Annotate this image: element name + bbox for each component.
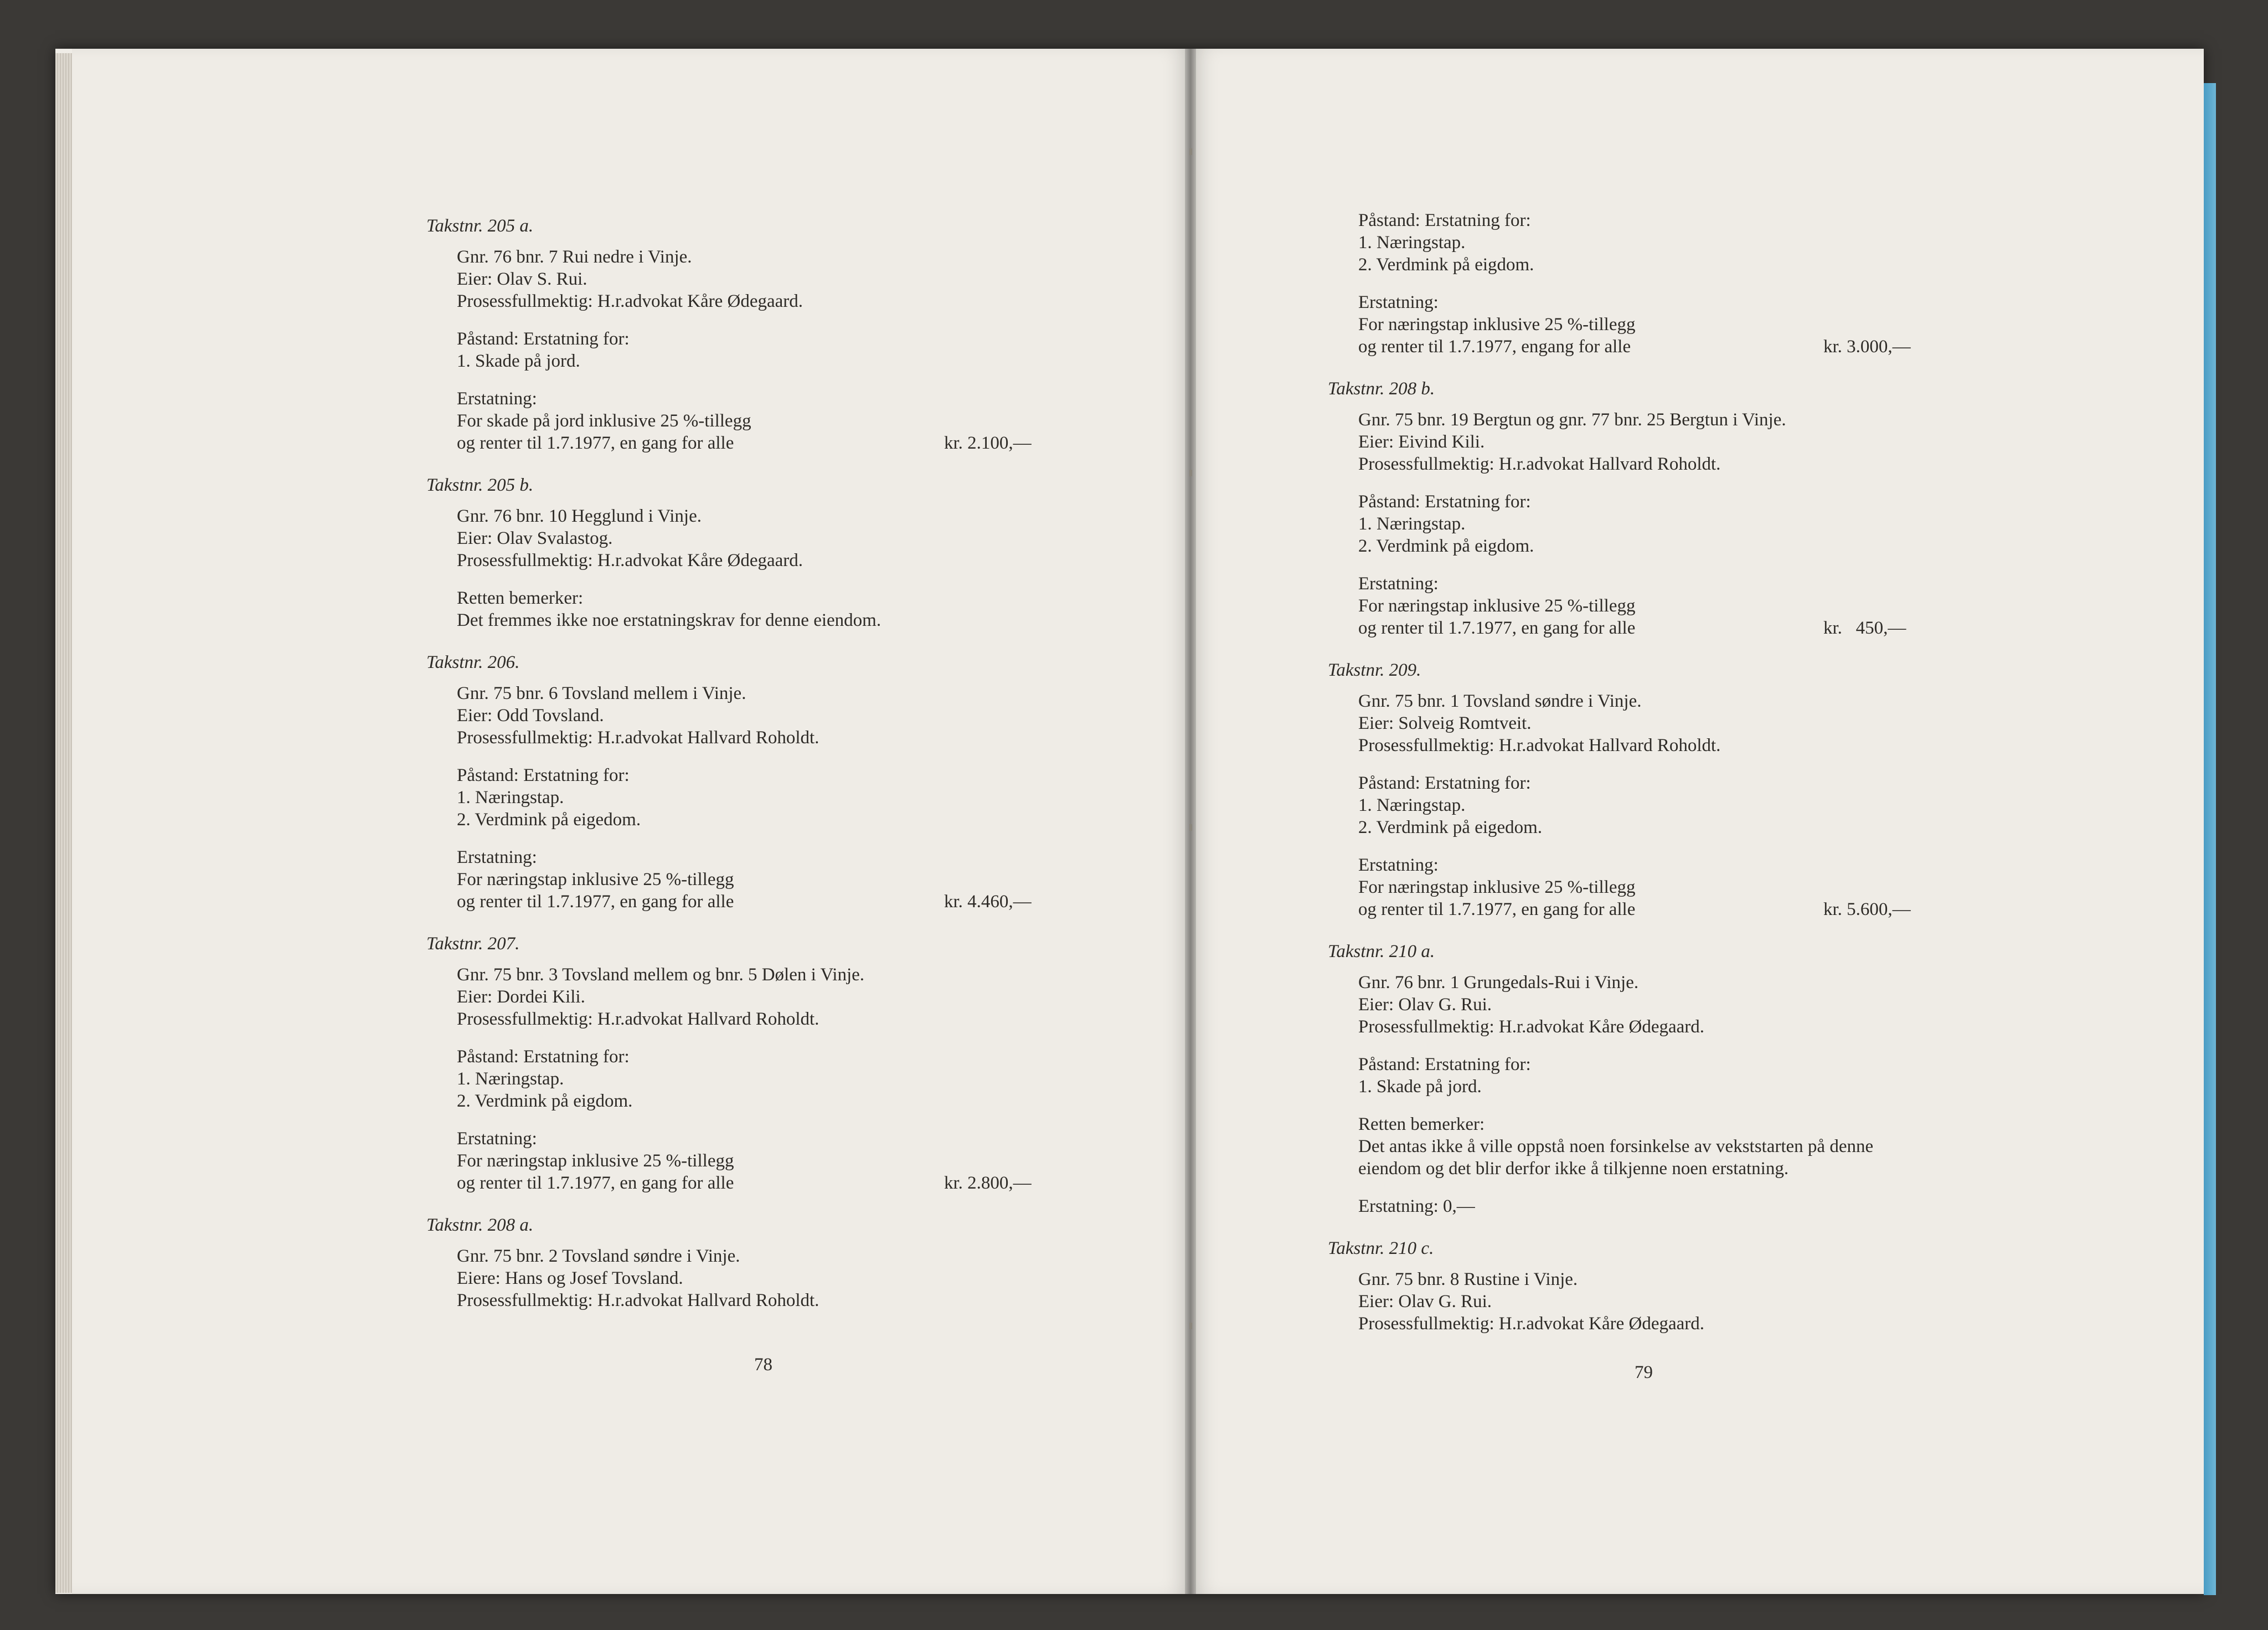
claim-item: 1. Næringstap. (1358, 795, 1466, 815)
compensation-final-line: og renter til 1.7.1977, en gang for alle (457, 892, 734, 912)
entry-heading: Takstnr. 208 b. (1328, 379, 1435, 399)
claim-item: 2. Verdmink på eigedom. (457, 810, 641, 830)
entry-heading: Takstnr. 210 c. (1328, 1238, 1434, 1258)
compensation-zero: Erstatning: 0,— (1358, 1196, 1475, 1216)
claim-item: 1. Næringstap. (457, 788, 564, 808)
entry-heading: Takstnr. 206. (426, 652, 520, 672)
property-line: Gnr. 75 bnr. 6 Tovsland mellem i Vinje. (457, 683, 746, 703)
claim-item: 1. Næringstap. (1358, 233, 1466, 253)
compensation-block (457, 846, 1202, 913)
compensation-block (1358, 1195, 2114, 1217)
blue-cover-edge (2204, 83, 2216, 1595)
left-page-content (426, 215, 1202, 1331)
property-block (457, 246, 1202, 312)
entry-heading: Takstnr. 205 a. (426, 216, 534, 236)
remark-line: Det antas ikke å ville oppstå noen forsinkelse av vekststarten på denne (1358, 1137, 1874, 1156)
compensation-amount: kr. 5.600,— (1823, 899, 1911, 919)
property-line: Gnr. 75 bnr. 8 Rustine i Vinje. (1358, 1269, 1578, 1289)
owner-line: Eier: Odd Tovsland. (457, 706, 604, 726)
entry-208a-continuation (1328, 209, 2114, 358)
binding-stitch (1189, 470, 1192, 476)
owner-line: Eier: Dordei Kili. (457, 987, 585, 1007)
compensation-block (1358, 573, 2114, 639)
owner-line: Eier: Olav S. Rui. (457, 269, 587, 289)
entry-heading: Takstnr. 210 a. (1328, 942, 1435, 961)
property-line: Gnr. 75 bnr. 19 Bergtun og gnr. 77 bnr. 25 Bergtun i Vinje. (1358, 410, 1786, 430)
claim-item: 2. Verdmink på eigdom. (1358, 536, 1534, 556)
property-block (1358, 409, 2114, 475)
property-line: Gnr. 75 bnr. 3 Tovsland mellem og bnr. 5 Dølen i Vinje. (457, 965, 865, 985)
property-block (1358, 690, 2114, 757)
claim-item: 2. Verdmink på eigedom. (1358, 817, 1543, 837)
claim-item: 1. Næringstap. (457, 1069, 564, 1089)
entry-206 (426, 651, 1202, 913)
owner-line: Eier: Olav G. Rui. (1358, 1292, 1492, 1312)
claim-block (457, 1046, 1202, 1112)
claim-line: Påstand: Erstatning for: (1358, 773, 1531, 793)
claim-item: 1. Næringstap. (1358, 514, 1466, 534)
compensation-line: For næringstap inklusive 25 %-tillegg (1358, 315, 1636, 335)
owner-line: Eier: Olav G. Rui. (1358, 995, 1492, 1015)
entry-208b (1328, 378, 2114, 639)
entry-205b (426, 474, 1202, 631)
claim-line: Påstand: Erstatning for: (1358, 210, 1531, 230)
owner-line: Eier: Olav Svalastog. (457, 528, 613, 548)
entry-heading: Takstnr. 207. (426, 934, 520, 954)
right-page-content (1328, 209, 2114, 1355)
compensation-line: For næringstap inklusive 25 %-tillegg (457, 870, 734, 889)
entry-210c (1328, 1237, 2114, 1335)
attorney-line: Prosessfullmektig: H.r.advokat Hallvard Roholdt. (1358, 454, 1721, 474)
entry-208a (426, 1214, 1202, 1312)
attorney-line: Prosessfullmektig: H.r.advokat Hallvard Roholdt. (457, 1009, 819, 1029)
claim-block (1358, 491, 2114, 557)
compensation-label: Erstatning: (1358, 292, 1439, 312)
remark-line: Det fremmes ikke noe erstatningskrav for denne eiendom. (457, 610, 882, 630)
claim-line: Påstand: Erstatning for: (457, 329, 630, 349)
entry-205a (426, 215, 1202, 454)
claim-block (457, 328, 1202, 372)
entry-heading: Takstnr. 208 a. (426, 1215, 534, 1235)
entry-209 (1328, 659, 2114, 921)
remark-label: Retten bemerker: (1358, 1114, 1485, 1134)
compensation-amount: kr. 2.100,— (944, 433, 1032, 453)
compensation-line: For næringstap inklusive 25 %-tillegg (1358, 596, 1636, 616)
claim-item: 2. Verdmink på eigdom. (457, 1091, 633, 1111)
compensation-final-line: og renter til 1.7.1977, en gang for alle (457, 1173, 734, 1193)
entry-207 (426, 933, 1202, 1194)
entry-heading: Takstnr. 209. (1328, 660, 1421, 680)
owner-line: Eier: Eivind Kili. (1358, 432, 1485, 452)
compensation-label: Erstatning: (457, 847, 537, 867)
remark-block (457, 587, 1202, 631)
compensation-amount: kr. 450,— (1823, 618, 1906, 638)
compensation-amount: kr. 3.000,— (1823, 337, 1911, 357)
property-line: Gnr. 75 bnr. 2 Tovsland søndre i Vinje. (457, 1246, 740, 1266)
claim-item: 1. Skade på jord. (1358, 1077, 1482, 1097)
entry-heading: Takstnr. 205 b. (426, 475, 534, 495)
attorney-line: Prosessfullmektig: H.r.advokat Kåre Ødegaard. (457, 291, 803, 311)
book-gutter (1185, 49, 1196, 1594)
binding-stitch (1189, 148, 1192, 155)
page-number: 78 (754, 1355, 772, 1375)
remark-block (1358, 1113, 2114, 1180)
compensation-label: Erstatning: (1358, 855, 1439, 875)
property-block (457, 1245, 1202, 1312)
compensation-block (1358, 291, 2114, 358)
compensation-line: For skade på jord inklusive 25 %-tillegg (457, 411, 751, 431)
attorney-line: Prosessfullmektig: H.r.advokat Kåre Ødegaard. (457, 551, 803, 570)
compensation-label: Erstatning: (457, 1129, 537, 1149)
compensation-line: For næringstap inklusive 25 %-tillegg (1358, 877, 1636, 897)
remark-line: eiendom og det blir derfor ikke å tilkjenne noen erstatning. (1358, 1159, 1789, 1179)
binding-stitch (1189, 824, 1192, 831)
property-line: Gnr. 76 bnr. 10 Hegglund i Vinje. (457, 506, 702, 526)
compensation-block (457, 1128, 1202, 1194)
claim-block (1358, 209, 2114, 276)
compensation-amount: kr. 2.800,— (944, 1173, 1032, 1193)
claim-block (1358, 1053, 2114, 1098)
compensation-final-line: og renter til 1.7.1977, en gang for alle (1358, 899, 1636, 919)
compensation-label: Erstatning: (1358, 574, 1439, 594)
attorney-line: Prosessfullmektig: H.r.advokat Kåre Ødegaard. (1358, 1314, 1705, 1334)
binding-stitch (1189, 1323, 1192, 1329)
owner-line: Eiere: Hans og Josef Tovsland. (457, 1268, 683, 1288)
property-block (1358, 971, 2114, 1038)
property-block (457, 964, 1202, 1030)
remark-label: Retten bemerker: (457, 588, 584, 608)
claim-line: Påstand: Erstatning for: (457, 765, 630, 785)
left-page (72, 49, 1190, 1594)
property-block (457, 682, 1202, 749)
compensation-final-line: og renter til 1.7.1977, en gang for alle (457, 433, 734, 453)
compensation-line: For næringstap inklusive 25 %-tillegg (457, 1151, 734, 1171)
claim-block (457, 764, 1202, 831)
attorney-line: Prosessfullmektig: H.r.advokat Hallvard Roholdt. (1358, 736, 1721, 755)
compensation-final-line: og renter til 1.7.1977, en gang for alle (1358, 618, 1636, 638)
claim-line: Påstand: Erstatning for: (457, 1047, 630, 1067)
page-number: 79 (1635, 1362, 1653, 1382)
property-block (457, 505, 1202, 572)
attorney-line: Prosessfullmektig: H.r.advokat Hallvard Roholdt. (457, 728, 819, 748)
property-line: Gnr. 76 bnr. 7 Rui nedre i Vinje. (457, 247, 692, 267)
page-edges (55, 53, 72, 1593)
claim-item: 1. Skade på jord. (457, 351, 580, 371)
claim-item: 2. Verdmink på eigdom. (1358, 255, 1534, 275)
entry-210a (1328, 940, 2114, 1217)
compensation-final-line: og renter til 1.7.1977, engang for alle (1358, 337, 1631, 357)
attorney-line: Prosessfullmektig: H.r.advokat Hallvard Roholdt. (457, 1290, 819, 1310)
property-line: Gnr. 75 bnr. 1 Tovsland søndre i Vinje. (1358, 691, 1642, 711)
attorney-line: Prosessfullmektig: H.r.advokat Kåre Ødegaard. (1358, 1017, 1705, 1037)
property-line: Gnr. 76 bnr. 1 Grungedals-Rui i Vinje. (1358, 973, 1639, 993)
property-block (1358, 1268, 2114, 1335)
claim-line: Påstand: Erstatning for: (1358, 492, 1531, 512)
compensation-amount: kr. 4.460,— (944, 892, 1032, 912)
compensation-block (457, 388, 1202, 454)
right-page (1190, 49, 2204, 1594)
owner-line: Eier: Solveig Romtveit. (1358, 713, 1532, 733)
claim-line: Påstand: Erstatning for: (1358, 1055, 1531, 1074)
claim-block (1358, 772, 2114, 839)
compensation-block (1358, 854, 2114, 921)
compensation-label: Erstatning: (457, 389, 537, 409)
open-book-spread (55, 49, 2204, 1594)
